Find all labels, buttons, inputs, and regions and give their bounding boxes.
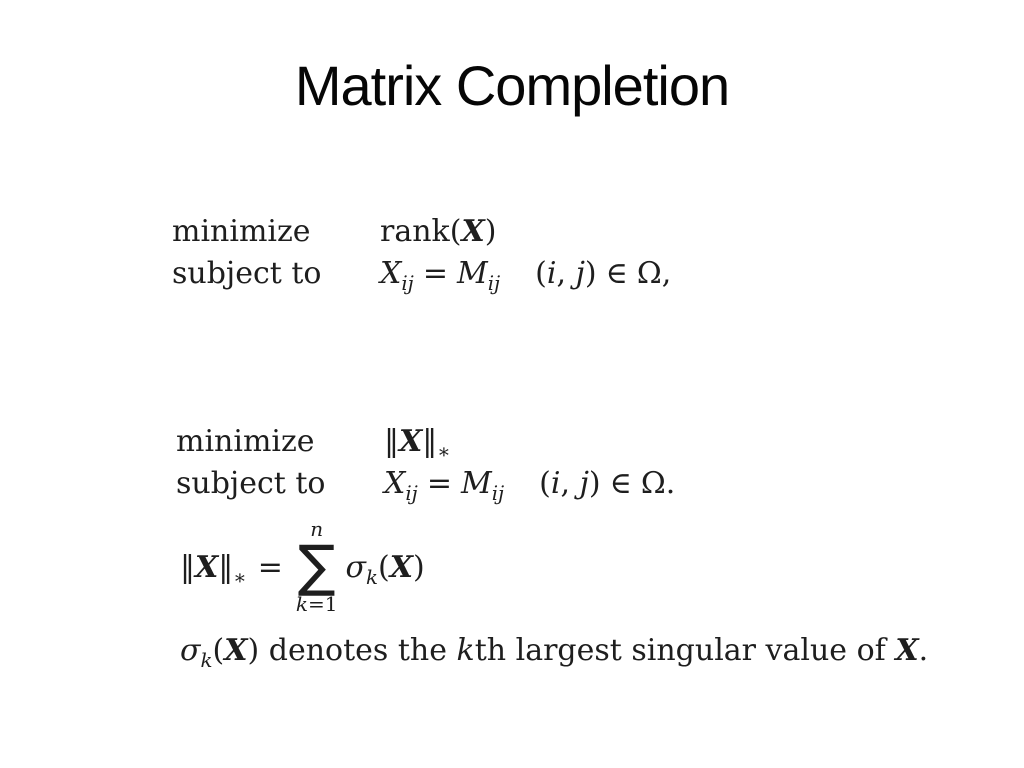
open-paren: ( — [212, 633, 225, 668]
nuclear-norm-objective — [384, 421, 675, 463]
subject-to-label: subject to — [176, 466, 326, 501]
rank-objective — [380, 211, 671, 253]
nuclear-norm-definition — [180, 516, 425, 618]
omega-symbol: Ω — [636, 256, 662, 291]
index-j: j — [579, 466, 589, 501]
close-paren: ) — [412, 549, 425, 585]
comma: , — [556, 256, 576, 291]
rank-function: rank( — [380, 214, 462, 249]
open-paren: ( — [539, 466, 551, 501]
norm-lhs — [180, 549, 247, 589]
sum-lower-limit — [296, 593, 338, 616]
norm-bar-open: ‖ — [384, 424, 399, 459]
membership-condition — [539, 466, 675, 501]
lhs-subscript-ij: ij — [405, 482, 418, 505]
close-paren: ) — [588, 466, 601, 501]
trailing-period: . — [918, 633, 929, 668]
matrix-variable-x: X — [389, 549, 413, 585]
constraint-rhs: M — [460, 466, 492, 501]
trailing-comma: , — [661, 256, 672, 291]
slide-title: Matrix Completion — [294, 54, 730, 117]
sigma-symbol: σ — [345, 549, 366, 585]
singular-value-term — [345, 549, 425, 589]
matrix-variable-x: X — [224, 633, 248, 668]
matrix-variable-x: X — [895, 633, 919, 668]
sigma-sum-symbol: ∑ — [297, 534, 336, 600]
rhs-subscript-ij: ij — [491, 482, 505, 505]
open-paren: ( — [535, 256, 547, 291]
equals-sign: = — [426, 466, 452, 501]
nuclear-star-subscript: ∗ — [437, 440, 451, 463]
subject-to-label: subject to — [172, 256, 322, 291]
norm-bar-open: ‖ — [180, 549, 195, 585]
comma: , — [560, 466, 580, 501]
equals-sign: = — [422, 256, 448, 291]
sigma-subscript-k: k — [200, 649, 213, 672]
element-of-symbol: ∈ — [609, 466, 632, 501]
nuclear-constraint — [384, 463, 675, 505]
omega-symbol: Ω — [640, 466, 666, 501]
constraint-rhs: M — [456, 256, 488, 291]
index-j: j — [575, 256, 585, 291]
sum-index-start: =1 — [308, 591, 338, 616]
matrix-variable-x: X — [399, 424, 423, 459]
membership-condition — [535, 256, 671, 291]
norm-bar-close: ‖ — [422, 424, 438, 459]
norm-bar-close: ‖ — [218, 549, 234, 585]
note-text-tail: th largest singular value of — [474, 633, 896, 668]
matrix-variable-x: X — [461, 214, 485, 249]
trailing-period: . — [665, 466, 676, 501]
index-i: i — [546, 256, 557, 291]
lhs-subscript-ij: ij — [401, 272, 414, 295]
summation — [296, 518, 338, 616]
index-i: i — [550, 466, 561, 501]
close-paren: ) — [584, 256, 597, 291]
element-of-symbol: ∈ — [605, 256, 628, 291]
minimize-label: minimize — [176, 424, 315, 459]
constraint-lhs: X — [384, 466, 406, 501]
sigma-symbol: σ — [180, 633, 201, 668]
sigma-subscript-k: k — [365, 565, 378, 589]
note-text-denotes: denotes the — [259, 633, 457, 668]
singular-value-note — [180, 633, 929, 672]
rank-constraint — [380, 253, 671, 295]
rhs-subscript-ij: ij — [487, 272, 501, 295]
open-paren: ( — [377, 549, 390, 585]
rank-minimization-problem — [172, 211, 671, 295]
equals-sign: = — [257, 549, 283, 585]
sum-upper-limit: n — [310, 517, 324, 542]
minimize-label: minimize — [172, 214, 311, 249]
nuclear-norm-problem — [176, 421, 675, 505]
matrix-variable-x: X — [195, 549, 219, 585]
k-variable: k — [456, 633, 475, 668]
close-paren: ) — [247, 633, 260, 668]
nuclear-star-subscript: ∗ — [233, 565, 247, 589]
constraint-lhs: X — [380, 256, 402, 291]
close-paren: ) — [484, 214, 497, 249]
sum-index-k: k — [295, 591, 308, 616]
